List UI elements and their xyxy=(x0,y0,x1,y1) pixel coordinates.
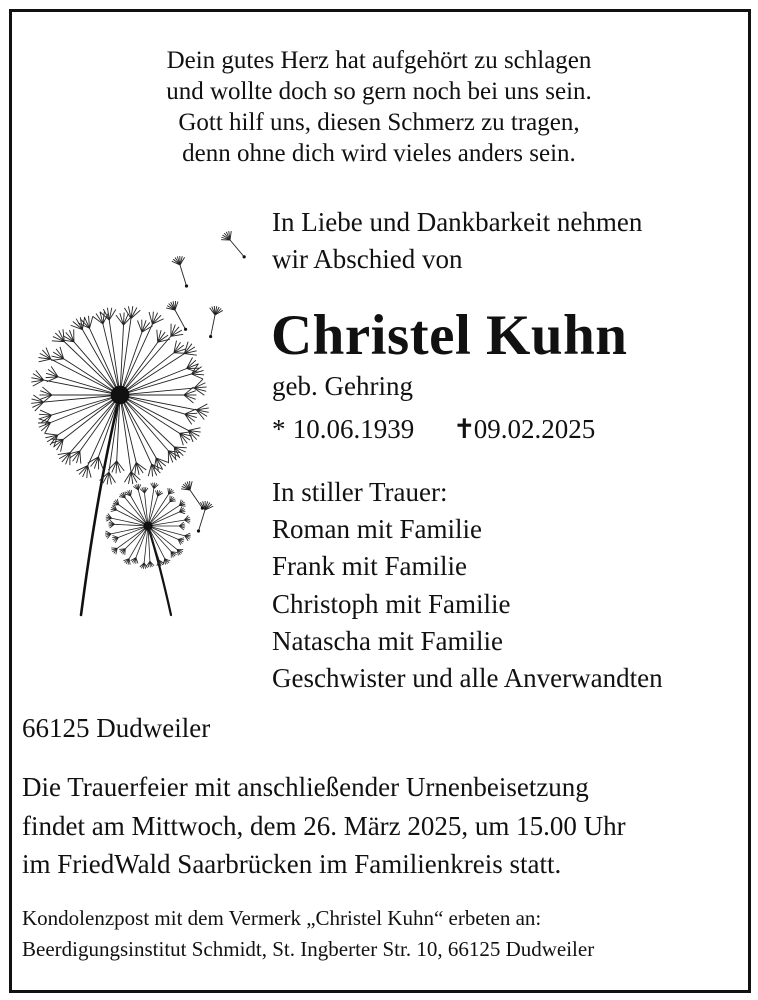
mourner-line: Christoph mit Familie xyxy=(272,588,511,619)
deceased-name: Christel Kuhn xyxy=(271,304,628,367)
intro-text xyxy=(272,204,642,278)
poem-line: und wollte doch so gern noch bei uns sein. xyxy=(166,78,592,105)
poem-line: denn ohne dich wird vieles anders sein. xyxy=(182,140,576,167)
town: 66125 Dudweiler xyxy=(22,713,211,743)
poem-line: Dein gutes Herz hat aufgehört zu schlagen xyxy=(166,47,592,74)
death-date: 09.02.2025 xyxy=(473,414,596,444)
life-dates xyxy=(272,411,595,447)
birth-date: 10.06.1939 xyxy=(292,414,415,444)
death-cross-icon: ✝ xyxy=(453,414,476,444)
mourner-line: Geschwister und alle Anverwandten xyxy=(272,663,663,694)
mourners-list xyxy=(272,474,663,697)
maiden-name: geb. Gehring xyxy=(272,371,413,401)
condolence-line: Beerdigungsinstitut Schmidt, St. Ingberter Str. 10, 66125 Dudweiler xyxy=(22,937,595,961)
poem xyxy=(0,45,758,169)
mourner-line: Roman mit Familie xyxy=(272,514,482,545)
poem-line: Gott hilf uns, diesen Schmerz zu tragen, xyxy=(178,109,580,136)
condolence-line: Kondolenzpost mit dem Vermerk „Christel Kuhn“ erbeten an: xyxy=(22,906,542,930)
mourner-line: Natascha mit Familie xyxy=(272,625,503,656)
mourner-line: Frank mit Familie xyxy=(272,551,467,582)
ceremony-line: Die Trauerfeier mit anschließender Urnenbeisetzung xyxy=(22,772,589,802)
ceremony-info xyxy=(22,768,626,884)
birth-symbol: * xyxy=(272,414,286,444)
ceremony-line: im FriedWald Saarbrücken im Familienkreis statt. xyxy=(22,849,562,879)
mourners-heading: In stiller Trauer: xyxy=(272,477,448,507)
condolence-info xyxy=(22,903,594,965)
dandelion-icon xyxy=(20,225,250,625)
intro-line: wir Abschied von xyxy=(272,244,463,274)
intro-line: In Liebe und Dankbarkeit nehmen xyxy=(272,207,643,237)
ceremony-line: findet am Mittwoch, dem 26. März 2025, um 15.00 Uhr xyxy=(22,810,626,841)
